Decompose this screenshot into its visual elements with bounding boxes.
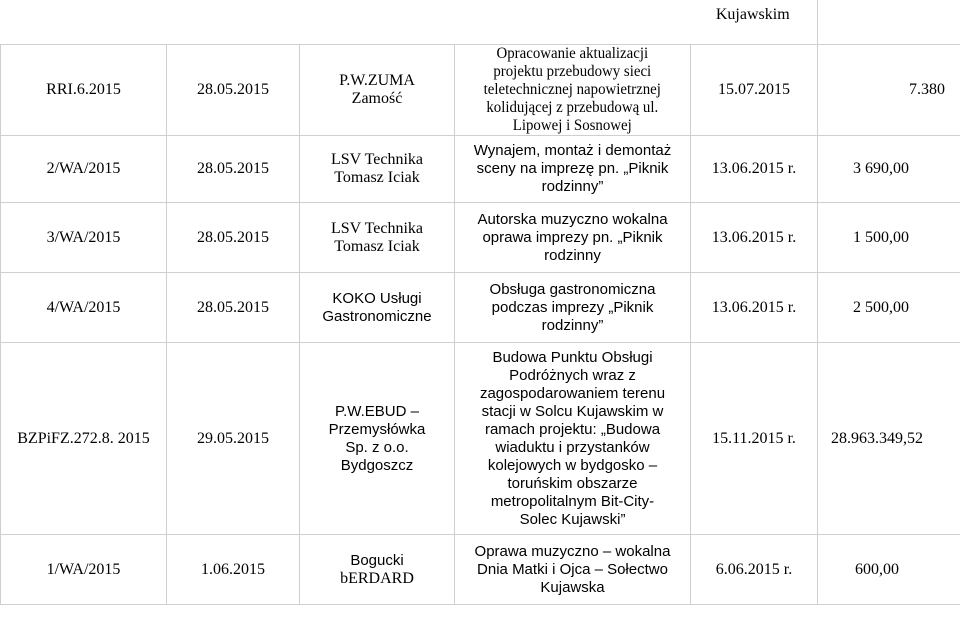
table-row-header [1,0,960,45]
contract-subject: Oprawa muzyczno – wokalna Dnia Matki i Ojca – Sołectwo Kujawska [455,535,691,605]
region-cell: Kujawskim [691,0,818,45]
contract-subject: Wynajem, montaż i demontaż sceny na imprezę pn. „Piknik rodzinny” [455,136,691,203]
table-row [1,45,960,136]
contractor: LSV Technika Tomasz Iciak [300,136,455,203]
contractor: Bogucki bERDARD [300,535,455,605]
deadline: 13.06.2015 r. [691,136,818,203]
contract-date: 29.05.2015 [167,343,300,535]
table-row [1,273,960,343]
contract-subject: Budowa Punktu Obsługi Podróżnych wraz z zagospodarowaniem terenu stacji w Solcu Kujawskim w ramach projektu: „Budowa wiaduktu i przystanków kolejowych w bydgosko – toruńskim obszarze metropolitalnym Bit-City- Solec Kujawski” [455,343,691,535]
deadline: 15.07.2015 [691,45,818,136]
table-row [1,535,960,605]
amount: 2 500,00 [818,273,960,343]
amount: 1 500,00 [818,203,960,273]
amount: 600,00 [818,535,960,605]
contract-date: 28.05.2015 [167,203,300,273]
table-row [1,343,960,535]
contract-subject: Opracowanie aktualizacji projektu przebudowy sieci teletechnicznej napowietrznej kolidującej z przebudową ul. Lipowej i Sosnowej [455,45,691,136]
contract-subject: Obsługa gastronomiczna podczas imprezy „Piknik rodzinny” [455,273,691,343]
contract-date: 28.05.2015 [167,273,300,343]
contractor: P.W.EBUD – Przemysłówka Sp. z o.o. Bydgoszcz [300,343,455,535]
contract-subject: Autorska muzyczno wokalna oprawa imprezy pn. „Piknik rodzinny [455,203,691,273]
contract-date: 1.06.2015 [167,535,300,605]
contract-number: 1/WA/2015 [1,535,167,605]
contract-date: 28.05.2015 [167,136,300,203]
contract-number: 4/WA/2015 [1,273,167,343]
contract-number: RRI.6.2015 [1,45,167,136]
contract-number: BZPiFZ.272.8. 2015 [1,343,167,535]
table-row [1,203,960,273]
contractor: LSV Technika Tomasz Iciak [300,203,455,273]
deadline: 6.06.2015 r. [691,535,818,605]
contractor: P.W.ZUMA Zamość [300,45,455,136]
table-row [1,136,960,203]
deadline: 13.06.2015 r. [691,273,818,343]
contractor: KOKO Usługi Gastronomiczne [300,273,455,343]
contract-number: 3/WA/2015 [1,203,167,273]
amount: 7.380 [818,45,960,136]
contract-date: 28.05.2015 [167,45,300,136]
amount: 28.963.349,52 [818,343,960,535]
amount: 3 690,00 [818,136,960,203]
contract-number: 2/WA/2015 [1,136,167,203]
deadline: 13.06.2015 r. [691,203,818,273]
deadline: 15.11.2015 r. [691,343,818,535]
